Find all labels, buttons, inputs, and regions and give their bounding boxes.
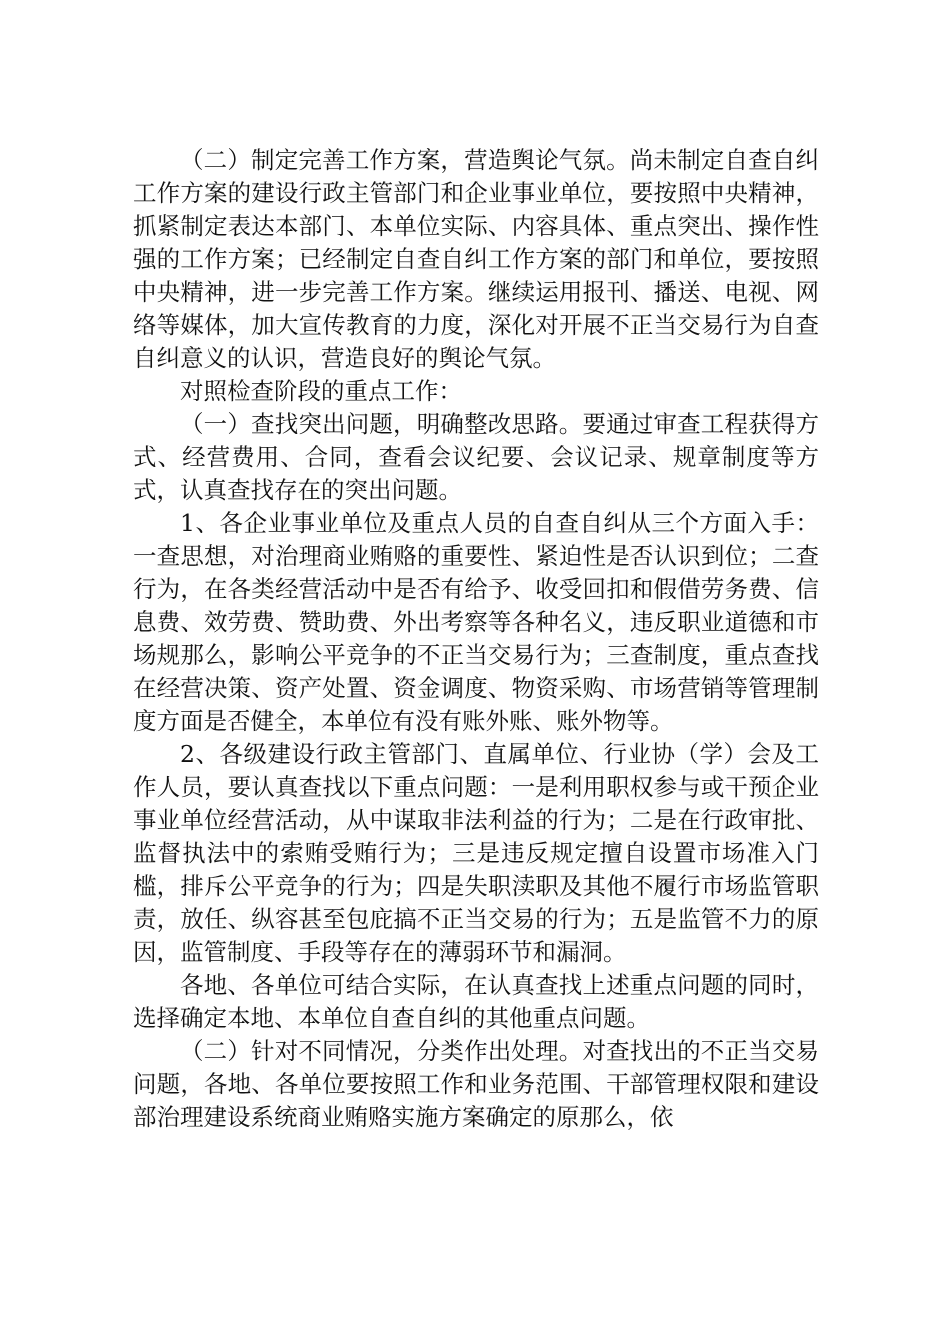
- paragraph-handling: （二）针对不同情况，分类作出处理。对查找出的不正当交易问题，各地、各单位要按照工作和业务范围、干部管理权限和建设部治理建设系统商业贿赂实施方案确定的原那么，依: [133, 1037, 819, 1131]
- paragraph-check-stage-heading: 对照检查阶段的重点工作：: [180, 377, 462, 405]
- paragraph-department-issues: 2、各级建设行政主管部门、直属单位、行业协（学）会及工作人员，要认真查找以下重点问题：一是利用职权参与或干预企业事业单位经营活动，从中谋取非法利益的行为；二是在行政审批、监督执法中的索贿受贿行为；三是违反规定擅自设置市场准入门槛，排斥公平竞争的行为；四是失职渎职及其他不履行市场监管职责，放任、纵容甚至包庇搞不正当交易的行为；五是监管不力的原因，监管制度、手段等存在的薄弱环节和漏洞。: [133, 740, 819, 966]
- paragraph-enterprise-self-check: 1、各企业事业单位及重点人员的自查自纠从三个方面入手：一查思想，对治理商业贿赂的重要性、紧迫性是否认识到位；二查行为，在各类经营活动中是否有给予、收受回扣和假借劳务费、信息费、效劳费、赞助费、外出考察等各种名义，违反职业道德和市场规那么，影响公平竞争的不正当交易行为；三查制度，重点查找在经营决策、资产处置、资金调度、物资采购、市场营销等管理制度方面是否健全，本单位有没有账外账、账外物等。: [133, 509, 819, 735]
- paragraph-find-problems: （一）查找突出问题，明确整改思路。要通过审查工程获得方式、经营费用、合同，查看会议纪要、会议记录、规章制度等方式，认真查找存在的突出问题。: [133, 410, 819, 504]
- paragraph-work-plan: （二）制定完善工作方案，营造舆论气氛。尚未制定自查自纠工作方案的建设行政主管部门和企业事业单位，要按照中央精神，抓紧制定表达本部门、本单位实际、内容具体、重点突出、操作性强的工作方案；已经制定自查自纠工作方案的部门和单位，要按照中央精神，进一步完善工作方案。继续运用报刊、播送、电视、网络等媒体，加大宣传教育的力度，深化对开展不正当交易行为自查自纠意义的认识，营造良好的舆论气氛。: [133, 146, 819, 372]
- document-body: [133, 144, 819, 1134]
- paragraph-local-issues: 各地、各单位可结合实际，在认真查找上述重点问题的同时，选择确定本地、本单位自查自纠的其他重点问题。: [133, 971, 819, 1032]
